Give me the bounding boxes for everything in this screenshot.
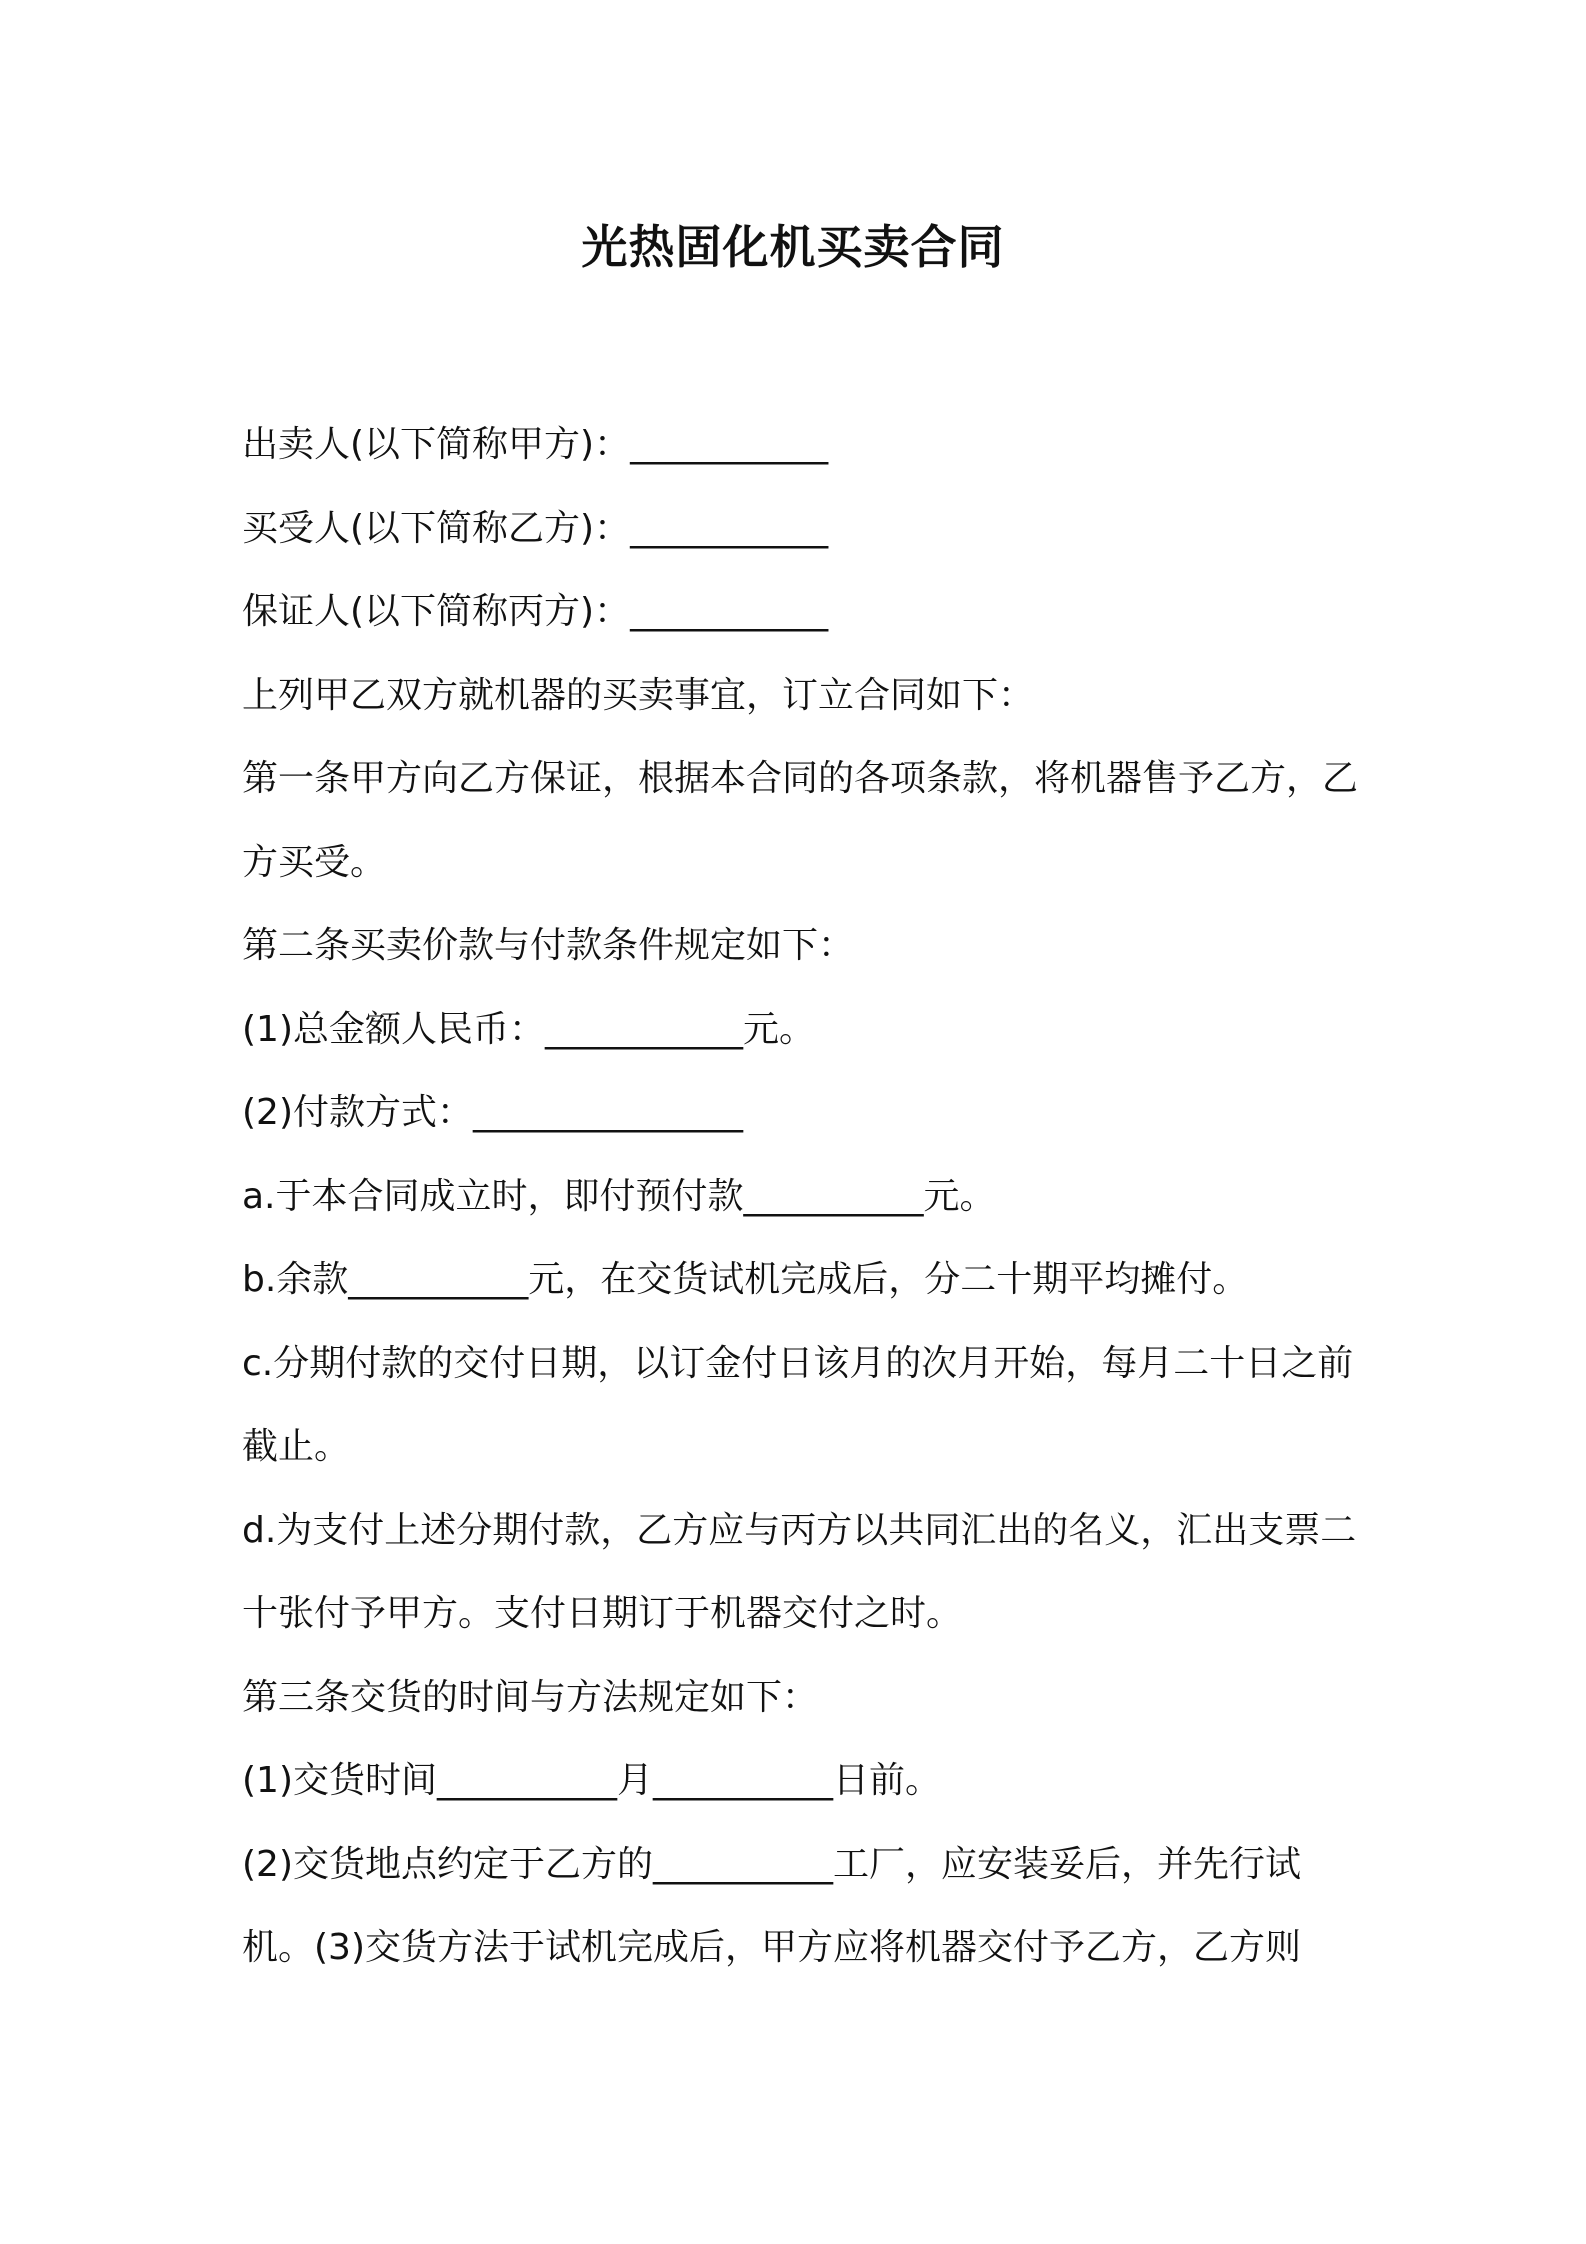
- article-2-item-2: (2)付款方式：_______________: [242, 1092, 743, 1133]
- article-3-item-1: (1)交货时间__________月__________日前。: [242, 1760, 941, 1801]
- document-body: [242, 403, 1362, 1990]
- buyer-line: 买受人(以下简称乙方)：___________: [242, 507, 829, 549]
- article-2-item-1: (1)总金额人民币：___________元。: [242, 1008, 815, 1050]
- article-3-item-2: (2)交货地点约定于乙方的__________工厂，应安装妥后，并先行试机。(3)交货方法于试机完成后，甲方应将机器交付予乙方，乙方则: [242, 1843, 1301, 1968]
- article-3-heading: 第三条交货的时间与方法规定如下：: [242, 1676, 819, 1718]
- document-title: 光热固化机买卖合同: [581, 220, 1005, 274]
- article-2-heading: 第二条买卖价款与付款条件规定如下：: [242, 925, 855, 966]
- article-2-item-d: d.为支付上述分期付款，乙方应与丙方以共同汇出的名义，汇出支票二十张付予甲方。支付日期订于机器交付之时。: [242, 1509, 1357, 1634]
- article-2-item-b: b.余款__________元，在交货试机完成后，分二十期平均摊付。: [242, 1259, 1249, 1300]
- article-1-paragraph: 第一条甲方向乙方保证，根据本合同的各项条款，将机器售予乙方，乙方买受。: [242, 758, 1359, 883]
- article-2-item-c: c.分期付款的交付日期，以订金付日该月的次月开始，每月二十日之前截止。: [242, 1342, 1354, 1467]
- preamble-paragraph: 上列甲乙双方就机器的买卖事宜，订立合同如下：: [242, 674, 1035, 716]
- guarantor-line: 保证人(以下简称丙方)：___________: [242, 591, 829, 632]
- seller-line: 出卖人(以下简称甲方)：___________: [242, 424, 829, 465]
- article-2-item-a: a.于本合同成立时，即付预付款__________元。: [242, 1175, 996, 1217]
